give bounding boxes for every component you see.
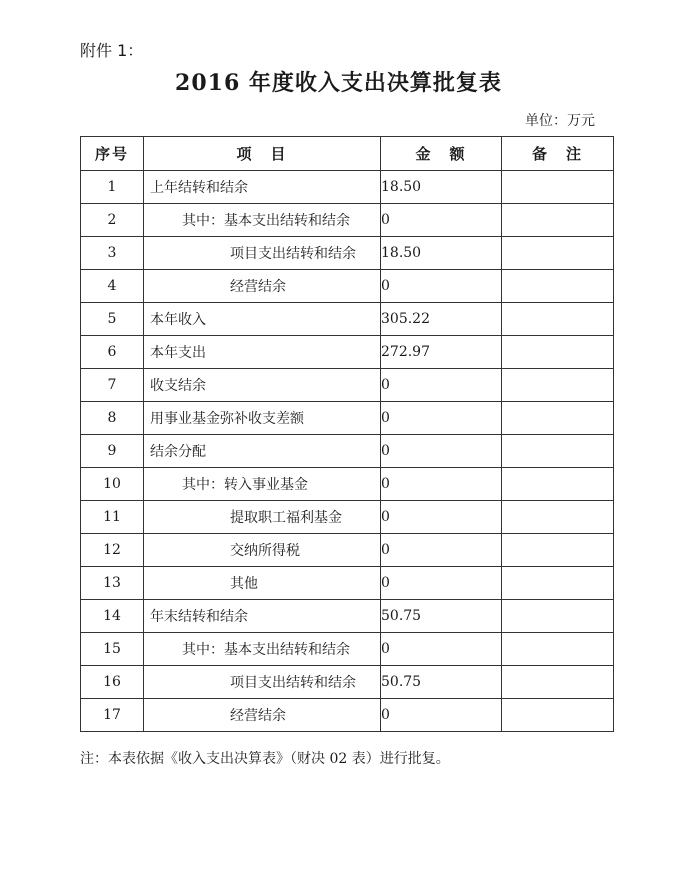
row-number: 1 bbox=[81, 171, 144, 204]
column-header-amount: 金 额 bbox=[381, 137, 502, 171]
row-remark bbox=[502, 336, 614, 369]
table-row bbox=[81, 435, 614, 468]
row-amount: 0 bbox=[381, 567, 502, 600]
row-number: 10 bbox=[81, 468, 144, 501]
row-amount: 50.75 bbox=[381, 600, 502, 633]
row-item: 收支结余 bbox=[144, 369, 381, 402]
table-row bbox=[81, 567, 614, 600]
page-title: 2016 年度收入支出决算批复表 bbox=[175, 70, 502, 96]
row-number: 9 bbox=[81, 435, 144, 468]
row-amount: 0 bbox=[381, 402, 502, 435]
row-remark bbox=[502, 633, 614, 666]
row-number: 2 bbox=[81, 204, 144, 237]
row-amount: 0 bbox=[381, 633, 502, 666]
table-row bbox=[81, 666, 614, 699]
row-number: 13 bbox=[81, 567, 144, 600]
row-amount: 0 bbox=[381, 270, 502, 303]
approval-table bbox=[80, 136, 614, 732]
row-amount: 0 bbox=[381, 468, 502, 501]
row-remark bbox=[502, 699, 614, 732]
row-remark bbox=[502, 171, 614, 204]
row-item: 经营结余 bbox=[144, 699, 381, 732]
row-number: 16 bbox=[81, 666, 144, 699]
unit-label: 单位：万元 bbox=[525, 113, 595, 129]
column-header-number: 序号 bbox=[81, 137, 144, 171]
row-amount: 18.50 bbox=[381, 237, 502, 270]
table-row bbox=[81, 468, 614, 501]
table-row bbox=[81, 237, 614, 270]
row-remark bbox=[502, 501, 614, 534]
row-number: 4 bbox=[81, 270, 144, 303]
row-item: 本年收入 bbox=[144, 303, 381, 336]
row-item: 其中：基本支出结转和结余 bbox=[144, 204, 381, 237]
row-amount: 305.22 bbox=[381, 303, 502, 336]
row-item: 结余分配 bbox=[144, 435, 381, 468]
row-item: 交纳所得税 bbox=[144, 534, 381, 567]
table-row bbox=[81, 501, 614, 534]
row-remark bbox=[502, 666, 614, 699]
table-row bbox=[81, 303, 614, 336]
row-amount: 18.50 bbox=[381, 171, 502, 204]
footnote: 注：本表依据《收入支出决算表》（财决 02 表）进行批复。 bbox=[80, 751, 450, 767]
table-row bbox=[81, 270, 614, 303]
row-remark bbox=[502, 237, 614, 270]
table-row bbox=[81, 534, 614, 567]
row-remark bbox=[502, 270, 614, 303]
row-number: 14 bbox=[81, 600, 144, 633]
row-amount: 0 bbox=[381, 369, 502, 402]
column-header-item: 项 目 bbox=[144, 137, 381, 171]
table-row bbox=[81, 369, 614, 402]
row-item: 用事业基金弥补收支差额 bbox=[144, 402, 381, 435]
row-number: 12 bbox=[81, 534, 144, 567]
row-remark bbox=[502, 534, 614, 567]
row-number: 3 bbox=[81, 237, 144, 270]
row-remark bbox=[502, 567, 614, 600]
table-header-row bbox=[81, 137, 614, 171]
row-item: 年末结转和结余 bbox=[144, 600, 381, 633]
table-row bbox=[81, 633, 614, 666]
column-header-remark: 备 注 bbox=[502, 137, 614, 171]
row-number: 6 bbox=[81, 336, 144, 369]
row-number: 17 bbox=[81, 699, 144, 732]
row-item: 其中：转入事业基金 bbox=[144, 468, 381, 501]
row-remark bbox=[502, 435, 614, 468]
row-remark bbox=[502, 204, 614, 237]
row-amount: 0 bbox=[381, 204, 502, 237]
row-remark bbox=[502, 468, 614, 501]
row-item: 项目支出结转和结余 bbox=[144, 666, 381, 699]
row-item: 本年支出 bbox=[144, 336, 381, 369]
row-item: 其他 bbox=[144, 567, 381, 600]
row-amount: 50.75 bbox=[381, 666, 502, 699]
row-remark bbox=[502, 303, 614, 336]
attachment-label: 附件 1： bbox=[80, 41, 144, 60]
row-remark bbox=[502, 369, 614, 402]
row-item: 其中：基本支出结转和结余 bbox=[144, 633, 381, 666]
row-amount: 0 bbox=[381, 501, 502, 534]
row-remark bbox=[502, 402, 614, 435]
row-item: 上年结转和结余 bbox=[144, 171, 381, 204]
table-row bbox=[81, 600, 614, 633]
row-item: 项目支出结转和结余 bbox=[144, 237, 381, 270]
row-amount: 0 bbox=[381, 699, 502, 732]
table-row bbox=[81, 336, 614, 369]
table-row bbox=[81, 402, 614, 435]
row-number: 7 bbox=[81, 369, 144, 402]
row-remark bbox=[502, 600, 614, 633]
row-amount: 272.97 bbox=[381, 336, 502, 369]
table-row bbox=[81, 699, 614, 732]
row-amount: 0 bbox=[381, 435, 502, 468]
row-amount: 0 bbox=[381, 534, 502, 567]
table-row bbox=[81, 204, 614, 237]
table-row bbox=[81, 171, 614, 204]
row-number: 5 bbox=[81, 303, 144, 336]
row-number: 8 bbox=[81, 402, 144, 435]
row-item: 经营结余 bbox=[144, 270, 381, 303]
row-number: 15 bbox=[81, 633, 144, 666]
row-number: 11 bbox=[81, 501, 144, 534]
row-item: 提取职工福利基金 bbox=[144, 501, 381, 534]
